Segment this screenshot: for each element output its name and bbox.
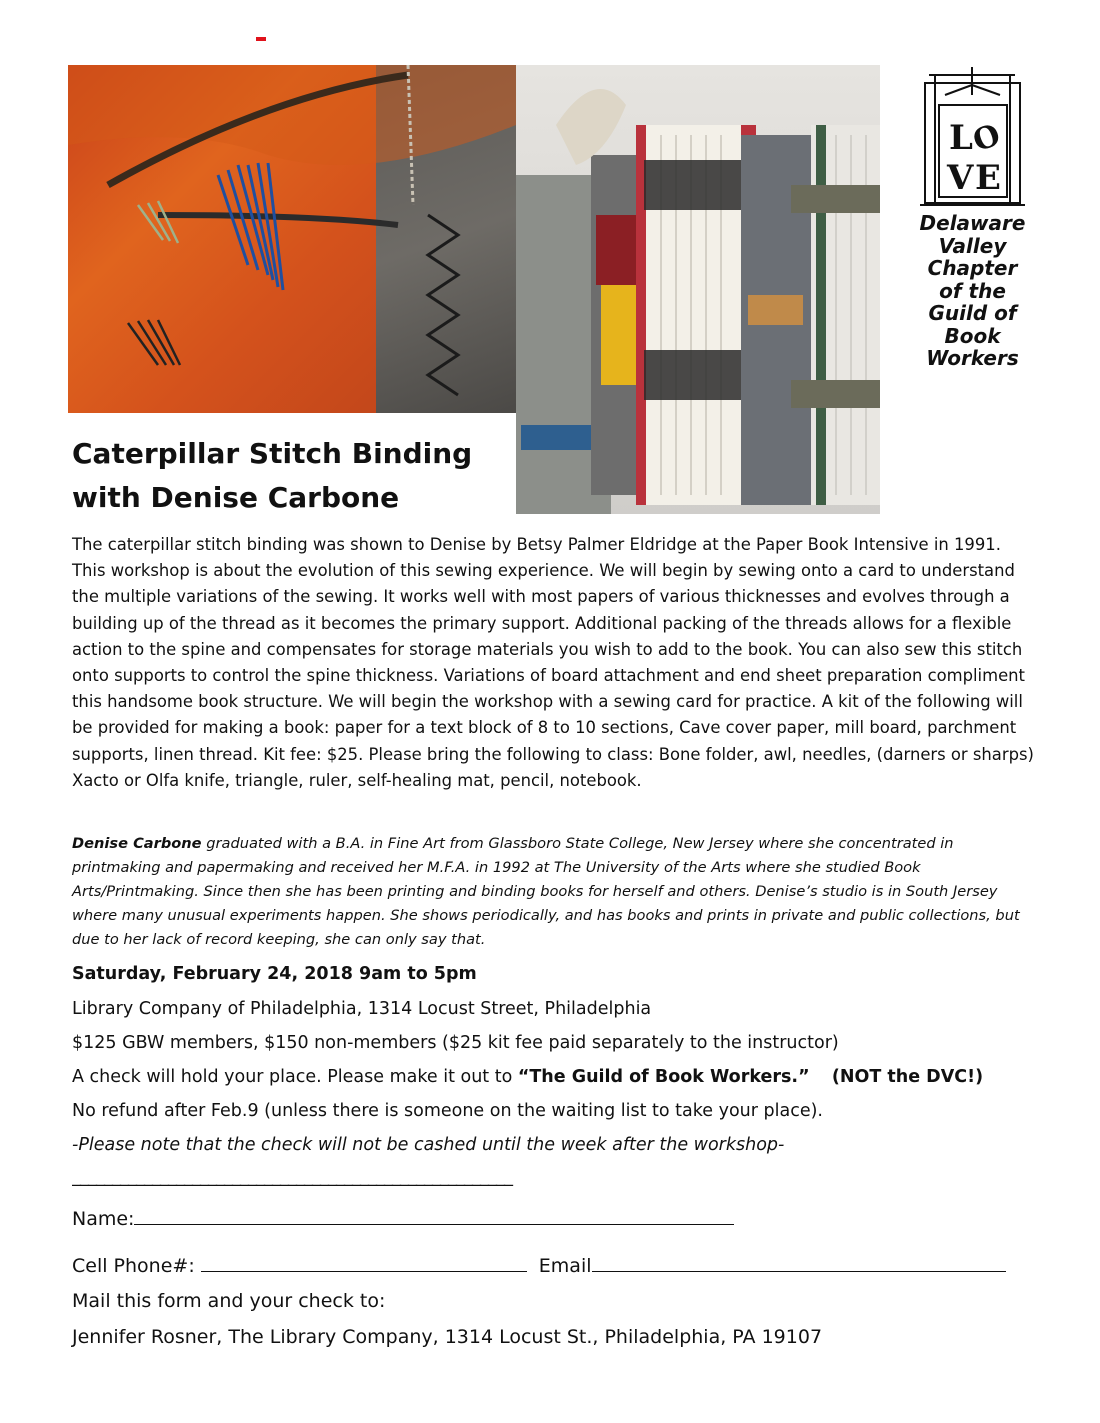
event-date-time: [72, 964, 477, 984]
photo-leather-binding: [68, 65, 516, 413]
instructor-bio: [72, 832, 1034, 952]
check-prefix: A check will hold your place. Please make it out to: [72, 1067, 518, 1087]
name-row: [72, 1206, 734, 1230]
logo-caption-line: Valley: [938, 233, 1007, 258]
email-label: Email: [538, 1255, 592, 1277]
event-date-time-text: Saturday, February 24, 2018 9am to 5pm: [72, 964, 477, 984]
form-divider: _______________________________________________________: [72, 1166, 512, 1186]
red-dash-mark: [256, 37, 266, 41]
photo-bound-books: [516, 65, 880, 514]
refund-policy: No refund after Feb.9 (unless there is someone on the waiting list to take your place).: [72, 1101, 823, 1121]
page-title: [72, 432, 512, 520]
mail-address: Jennifer Rosner, The Library Company, 1314 Locust St., Philadelphia, PA 19107: [72, 1326, 823, 1348]
check-note: (NOT the DVC!): [831, 1067, 984, 1087]
instructor-name: Denise Carbone: [72, 835, 202, 852]
check-payee: “The Guild of Book Workers.”: [517, 1067, 810, 1087]
svg-text:V: V: [947, 158, 974, 198]
workshop-description: The caterpillar stitch binding was shown to Denise by Betsy Palmer Eldridge at the Paper Book Intensive in 1991. This workshop is about the evolution of this sewing experience. We will begin by sewing onto a card to understand the multiple variations of the sewing. It works well with most papers of various thicknesses and evolves through a building up of the thread as it becomes the primary support. Additional packing of the threads allows for a flexible action to the spine and compensates for storage materials you wish to add to the book. You can also sew this stitch onto supports to control the spine thickness. Variations of board attachment and end sheet preparation compliment this handsome book structure. We will begin the workshop with a sewing card for practice. A kit of the following will be provided for making a book: paper for a text block of 8 to 10 sections, Cave cover paper, mill board, parchment supports, linen thread. Kit fee: $25. Please bring the following to class: Bone folder, awl, needles, (darners or sharps) Xacto or Olfa knife, triangle, ruler, self-healing mat, pencil, notebook.: [72, 535, 1034, 790]
title-line-2: with Denise Carbone: [72, 481, 400, 514]
logo-caption: [905, 212, 1040, 370]
phone-label: Cell Phone#:: [72, 1255, 201, 1277]
svg-text:E: E: [975, 158, 1001, 198]
cash-note-text: -Please note that the check will not be cashed until the week after the workshop-: [72, 1135, 785, 1155]
check-instructions: [72, 1067, 983, 1087]
logo-caption-line: Chapter: [927, 256, 1018, 280]
svg-text:L: L: [949, 118, 973, 158]
phone-field[interactable]: [201, 1253, 527, 1272]
bio-text: graduated with a B.A. in Fine Art from Glassboro State College, New Jersey where she concentrated in printmaking and papermaking and received her M.F.A. in 1992 at The University of the Arts where she studied Book Arts/Printmaking. Since then she has been printing and binding books for herself and others. Denise’s studio is in South Jersey where many unusual experiments happen. She shows periodically, and has books and prints in private and public collections, but due to her lack of record keeping, she can only say that.: [72, 835, 1020, 948]
title-line-1: Caterpillar Stitch Binding: [72, 437, 473, 470]
logo-caption-line: Book: [944, 323, 1001, 348]
contact-row: [72, 1253, 1006, 1277]
logo-caption-line: Guild of: [928, 301, 1017, 325]
logo-caption-line: of the: [939, 278, 1006, 303]
mail-instruction: Mail this form and your check to:: [72, 1290, 386, 1312]
event-location: Library Company of Philadelphia, 1314 Locust Street, Philadelphia: [72, 999, 652, 1019]
svg-text:O: O: [968, 117, 1006, 160]
bound-books-illustration: [516, 65, 880, 514]
logo-caption-line: Delaware: [919, 211, 1026, 235]
name-label: Name:: [72, 1208, 135, 1230]
cash-note: [72, 1135, 784, 1155]
event-price: $125 GBW members, $150 non-members ($25 kit fee paid separately to the instructor): [72, 1033, 839, 1053]
leather-binding-illustration: [68, 65, 516, 413]
dvc-love-logo: [915, 65, 1030, 215]
love-sculpture-icon: [915, 65, 1030, 215]
email-field[interactable]: [592, 1253, 1006, 1272]
name-field[interactable]: [134, 1206, 734, 1225]
logo-caption-line: Workers: [926, 346, 1019, 370]
